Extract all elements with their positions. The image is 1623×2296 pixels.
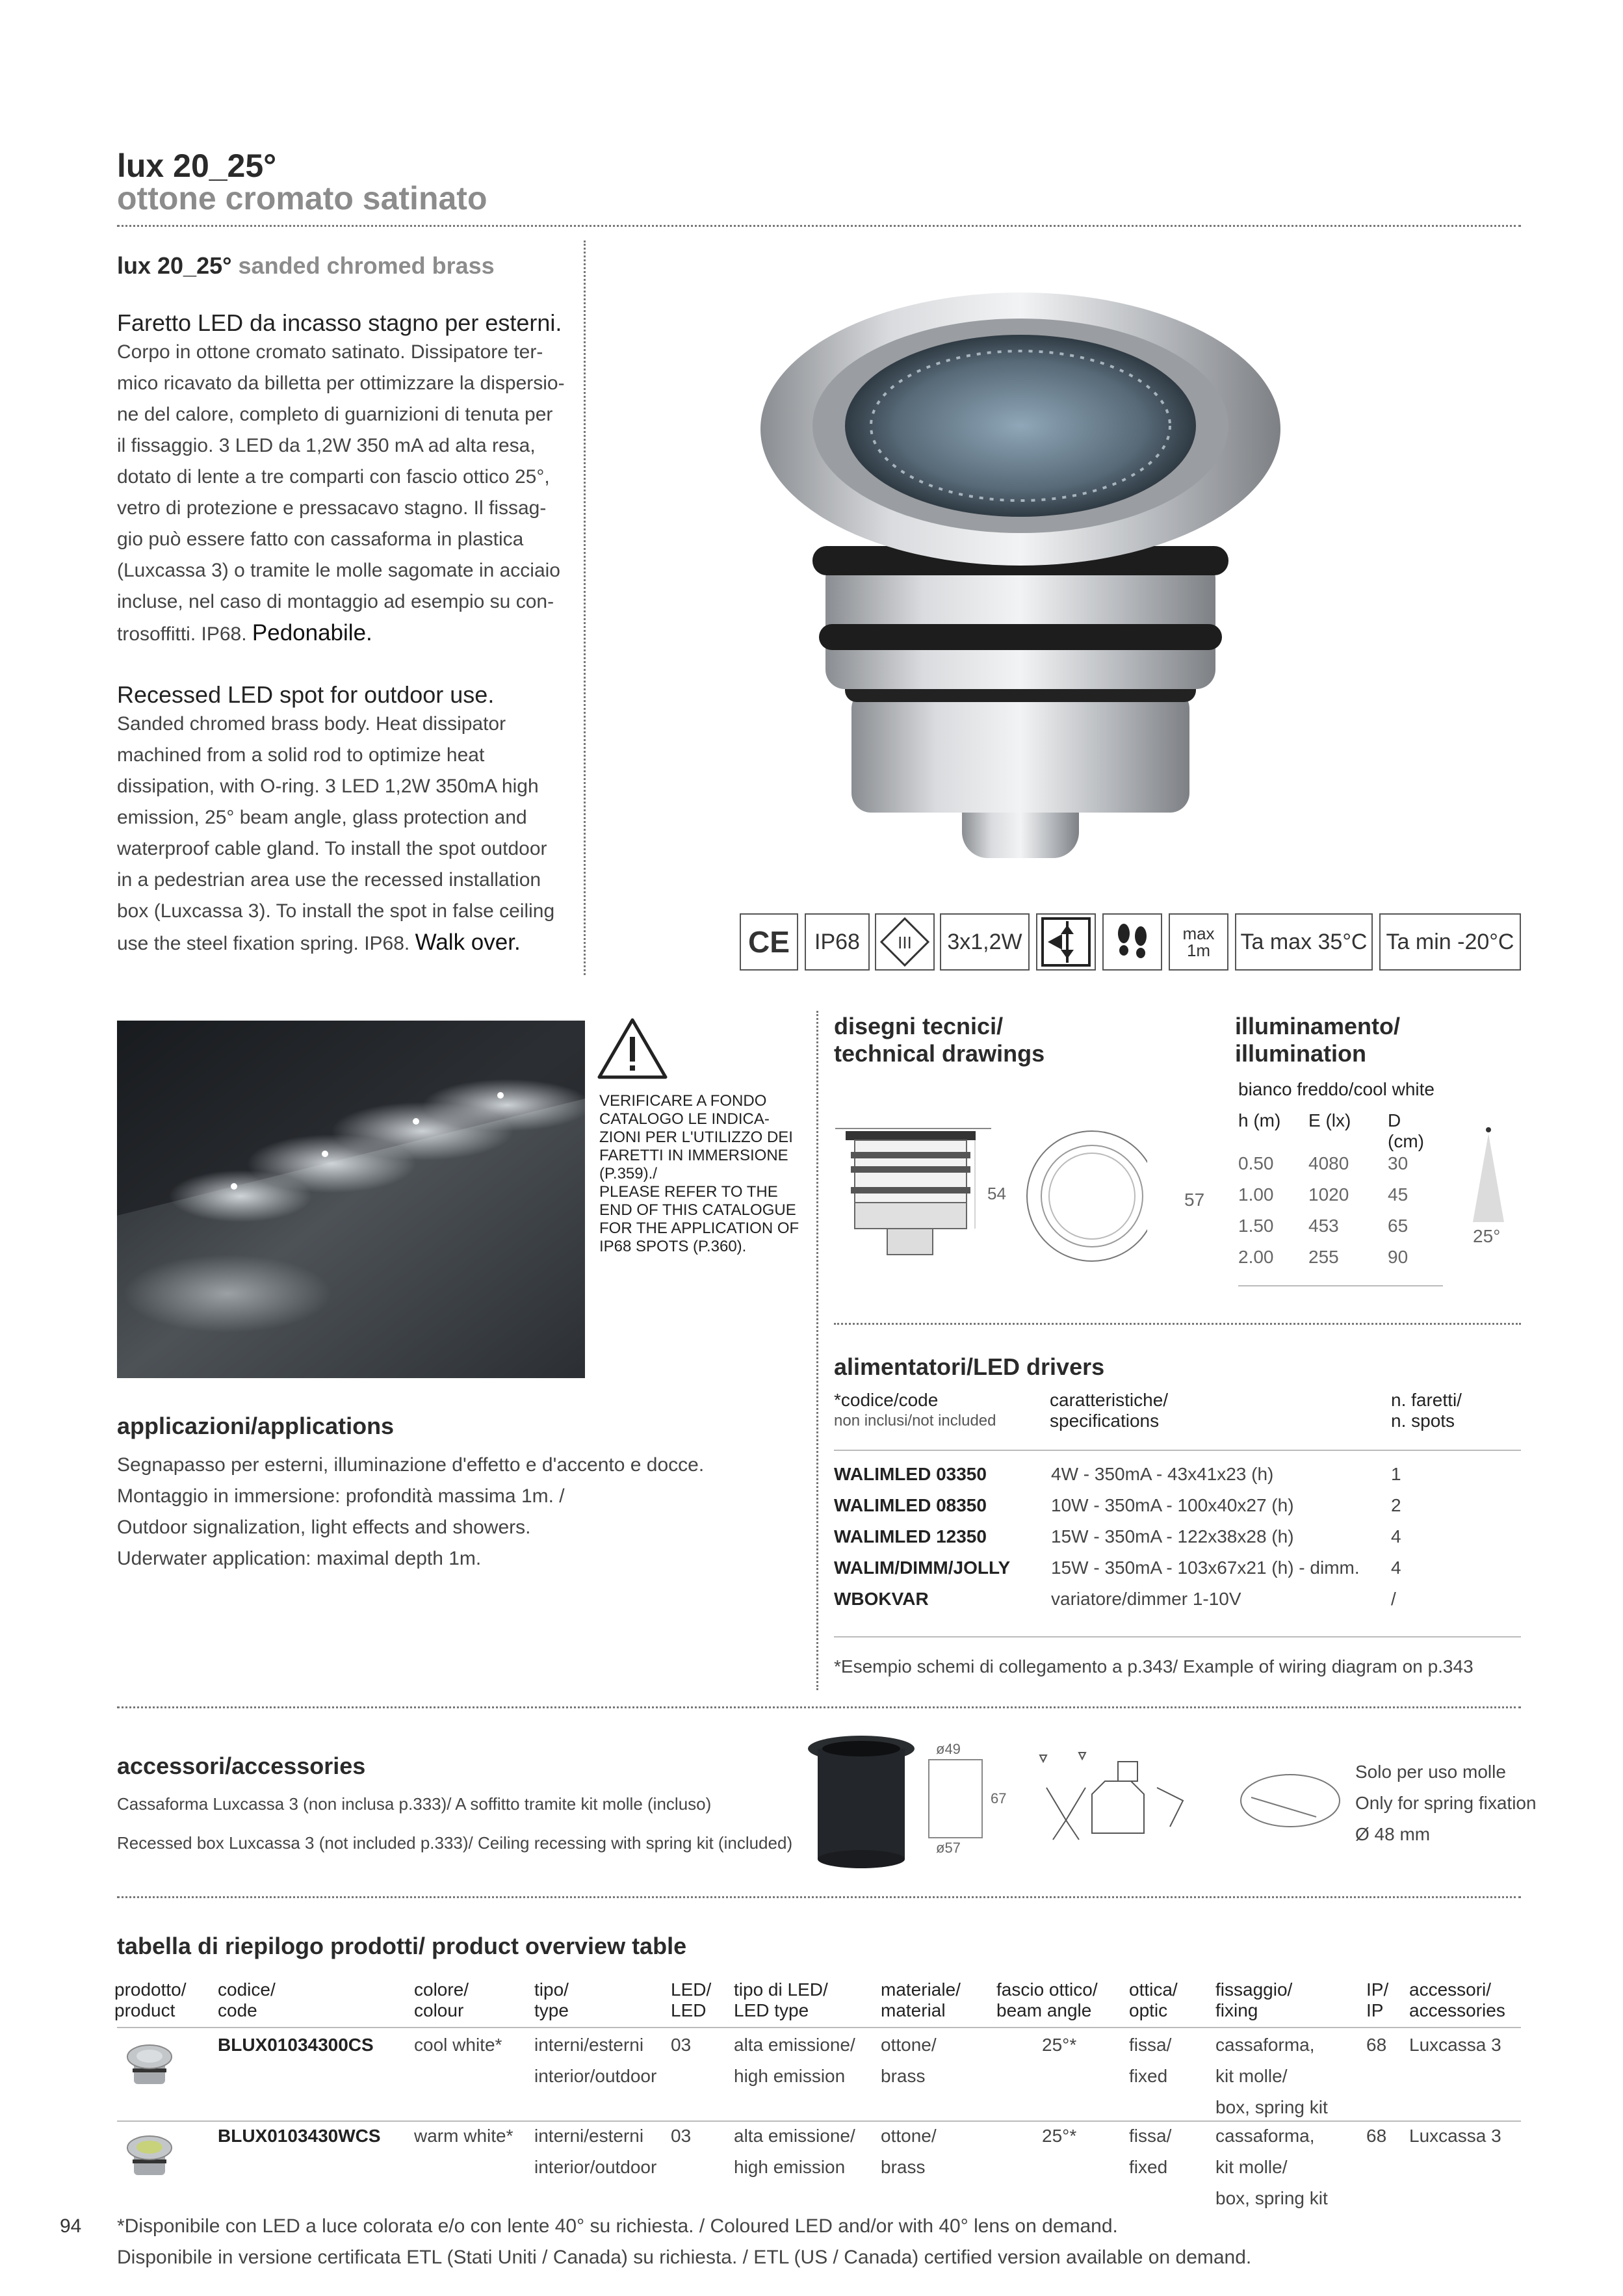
table-row — [0, 2126, 1623, 2217]
warning-line: (P.359)./ — [599, 1165, 657, 1182]
dim-height: 54 — [987, 1184, 1006, 1203]
drivers-table — [834, 1464, 1521, 1620]
dim-diameter: 57 — [1184, 1190, 1205, 1210]
overview-type: interior/outdoor — [534, 2157, 657, 2177]
overview-header-cell: materiale/ material — [881, 1979, 961, 2020]
overview-fix: kit molle/ — [1215, 2066, 1288, 2086]
product-thumbnail-icon — [123, 2130, 175, 2182]
illumination-cell: 65 — [1388, 1216, 1409, 1236]
overview-ip: 68 — [1366, 2126, 1387, 2146]
overview-acc: Luxcassa 3 — [1409, 2035, 1501, 2055]
svg-text:III: III — [898, 933, 912, 952]
ta-max-icon: Ta max 35°C — [1235, 913, 1373, 971]
driver-code: WALIMLED 08350 — [834, 1495, 987, 1515]
illumination-cell: 4080 — [1308, 1153, 1349, 1173]
driver-spec: variatore/dimmer 1-10V — [1051, 1589, 1241, 1609]
dim-box-top: ø49 — [936, 1741, 961, 1757]
driver-row — [834, 1558, 1521, 1589]
description-line: il fissaggio. 3 LED da 1,2W 350 mA ad alta resa, — [117, 435, 536, 456]
driver-spots: 2 — [1391, 1495, 1401, 1515]
drawings-title: disegni tecnici/ technical drawings — [834, 1013, 1045, 1067]
driver-row — [834, 1589, 1521, 1620]
description-it-lead: Faretto LED da incasso stagno per esterni. — [117, 309, 562, 336]
illumination-header: D (cm) — [1388, 1110, 1424, 1151]
overview-beam: 25°* — [1042, 2035, 1077, 2055]
adjustable-direction-icon — [1036, 913, 1096, 971]
luxcassa-drawing — [922, 1741, 1007, 1856]
illumination-row — [1238, 1216, 1440, 1247]
driver-row — [834, 1464, 1521, 1495]
overview-optic: fissa/ — [1129, 2035, 1172, 2055]
illumination-cell: 453 — [1308, 1216, 1339, 1236]
illumination-row — [1238, 1247, 1440, 1278]
overview-optic: fixed — [1129, 2066, 1168, 2086]
driver-spec: 4W - 350mA - 43x41x23 (h) — [1051, 1464, 1274, 1484]
applications-line: Segnapasso per esterni, illuminazione d'effetto e d'accento e docce. — [117, 1454, 705, 1476]
description-line: ne del calore, completo di guarnizioni di tenuta per — [117, 404, 553, 425]
english-title: lux 20_25° sanded chromed brass — [117, 252, 495, 279]
description-line: emission, 25° beam angle, glass protection and — [117, 807, 527, 828]
ip68-icon: IP68 — [805, 913, 870, 971]
overview-header-cell: tipo di LED/ LED type — [734, 1979, 828, 2020]
overview-fix: cassaforma, — [1215, 2035, 1315, 2055]
illumination-cell: 255 — [1308, 1247, 1339, 1267]
overview-fix: box, spring kit — [1215, 2097, 1328, 2117]
illumination-title: illuminamento/ illumination — [1235, 1013, 1401, 1067]
driver-code: WALIMLED 03350 — [834, 1464, 987, 1484]
overview-fix: box, spring kit — [1215, 2188, 1328, 2208]
warning-line: END OF THIS CATALOGUE — [599, 1201, 796, 1219]
drivers-header-spots: n. faretti/ n. spots — [1391, 1390, 1462, 1431]
description-line: machined from a solid rod to optimize heat — [117, 744, 485, 766]
overview-header-cell: ottica/ optic — [1129, 1979, 1178, 2020]
illumination-rule — [1238, 1285, 1443, 1286]
overview-header-cell: fascio ottico/ beam angle — [996, 1979, 1098, 2020]
description-block — [117, 309, 565, 959]
applications-title: applicazioni/applications — [117, 1413, 395, 1439]
driver-spots: / — [1391, 1589, 1396, 1609]
overview-type: interni/esterni — [534, 2126, 644, 2146]
class-iii-icon — [875, 913, 935, 971]
overview-ledtype: high emission — [734, 2066, 846, 2086]
overview-title: tabella di riepilogo prodotti/ product overview table — [117, 1933, 687, 1959]
product-photo — [747, 286, 1306, 871]
divider-accessories — [117, 1706, 1521, 1708]
overview-type: interni/esterni — [534, 2035, 644, 2055]
description-line: Sanded chromed brass body. Heat dissipator — [117, 713, 506, 735]
overview-header-cell: fissaggio/ fixing — [1215, 1979, 1293, 2020]
illumination-cell: 1.00 — [1238, 1184, 1274, 1205]
divider-vertical-middle — [816, 1011, 818, 1690]
overview-ledtype: high emission — [734, 2157, 846, 2177]
illumination-cell: 1020 — [1308, 1184, 1349, 1205]
overview-header — [0, 1979, 1623, 2025]
description-line: dotato di lente a tre comparti con fascio ottico 25°, — [117, 466, 550, 488]
description-en-lead: Recessed LED spot for outdoor use. — [117, 681, 495, 708]
max-depth-icon — [1169, 913, 1228, 971]
beam-angle-label: 25° — [1473, 1226, 1501, 1246]
illumination-header: E (lx) — [1308, 1110, 1351, 1130]
description-line: waterproof cable gland. To install the spot outdoor — [117, 838, 547, 859]
overview-code: BLUX01034300CS — [218, 2035, 374, 2055]
description-line: Corpo in ottone cromato satinato. Dissipatore ter- — [117, 341, 543, 363]
warning-text — [599, 1092, 814, 1256]
description-line: (Luxcassa 3) o tramite le molle sagomate in acciaio — [117, 560, 560, 581]
cut-out-drawing — [1238, 1771, 1342, 1830]
description-line: gio può essere fatto con cassaforma in plastica — [117, 528, 524, 550]
led-power-icon: 3x1,2W — [940, 913, 1030, 971]
ce-mark-icon: CE — [740, 913, 798, 971]
divider-top — [117, 225, 1521, 227]
illumination-row — [1238, 1153, 1440, 1184]
warning-line: FOR THE APPLICATION OF — [599, 1220, 799, 1237]
product-thumbnail-icon — [123, 2039, 175, 2091]
drivers-note: *Esempio schemi di collegamento a p.343/ Example of wiring diagram on p.343 — [834, 1656, 1474, 1676]
description-en-last: use the steel fixation spring. IP68. Walk over. — [117, 930, 521, 955]
overview-mat: ottone/ — [881, 2035, 937, 2055]
driver-code: WBOKVAR — [834, 1589, 929, 1609]
warning-line: FARETTI IN IMMERSIONE — [599, 1147, 788, 1164]
warning-line: IP68 SPOTS (P.360). — [599, 1238, 747, 1255]
overview-ledtype: alta emissione/ — [734, 2126, 855, 2146]
ta-min-icon: Ta min -20°C — [1379, 913, 1521, 971]
overview-optic: fissa/ — [1129, 2126, 1172, 2146]
description-line: vetro di protezione e pressacavo stagno. Il fissag- — [117, 497, 547, 519]
overview-acc: Luxcassa 3 — [1409, 2126, 1501, 2146]
illumination-cell: 30 — [1388, 1153, 1409, 1173]
driver-spec: 15W - 350mA - 103x67x21 (h) - dimm. — [1051, 1558, 1360, 1578]
drivers-bottom-rule — [834, 1636, 1521, 1637]
overview-header-cell: tipo/ type — [534, 1979, 569, 2020]
divider-vertical-top — [584, 241, 586, 975]
applications-text — [117, 1450, 806, 1574]
spring-kit-drawing — [1020, 1749, 1202, 1859]
illumination-header: h (m) — [1238, 1110, 1281, 1130]
overview-ip: 68 — [1366, 2035, 1387, 2055]
max-depth-value: 1m — [1186, 941, 1211, 960]
illumination-table — [1238, 1110, 1440, 1278]
drivers-header-code: *codice/code non inclusi/not included — [834, 1390, 996, 1429]
overview-rows — [0, 2028, 1623, 2223]
drivers-title: alimentatori/LED drivers — [834, 1353, 1105, 1380]
driver-spots: 1 — [1391, 1464, 1401, 1484]
accessories-line-1: Cassaforma Luxcassa 3 (non inclusa p.333)/ A soffitto tramite kit molle (incluso) — [117, 1794, 712, 1814]
max-depth-label: max — [1182, 924, 1215, 943]
beam-cone-icon — [1469, 1125, 1508, 1242]
diamond-icon — [879, 916, 931, 968]
warning-line: ZIONI PER L'UTILIZZO DEI — [599, 1128, 793, 1146]
description-line: dissipation, with O-ring. 3 LED 1,2W 350mA high — [117, 776, 539, 797]
driver-code: WALIM/DIMM/JOLLY — [834, 1558, 1011, 1578]
overview-mat: ottone/ — [881, 2126, 937, 2146]
illumination-cell: 0.50 — [1238, 1153, 1274, 1173]
overview-type: interior/outdoor — [534, 2066, 657, 2086]
illumination-cell: 90 — [1388, 1247, 1409, 1267]
description-line: incluse, nel caso di montaggio ad esempio su con- — [117, 591, 554, 612]
footer-note-1: *Disponibile con LED a luce colorata e/o con lente 40° su richiesta. / Coloured LED and/or with 40° lens on demand. — [117, 2215, 1118, 2237]
illumination-subtitle: bianco freddo/cool white — [1238, 1079, 1435, 1099]
overview-header-cell: accessori/ accessories — [1409, 1979, 1505, 2020]
overview-header-cell: prodotto/ product — [114, 1979, 187, 2020]
table-row — [0, 2035, 1623, 2126]
illumination-cell: 1.50 — [1238, 1216, 1274, 1236]
driver-spots: 4 — [1391, 1558, 1401, 1578]
overview-led: 03 — [671, 2035, 692, 2055]
overview-header-cell: codice/ code — [218, 1979, 276, 2020]
overview-code: BLUX0103430WCS — [218, 2126, 381, 2146]
drivers-header-spec: caratteristiche/ specifications — [1050, 1390, 1169, 1431]
warning-line: VERIFICARE A FONDO — [599, 1092, 767, 1110]
overview-optic: fixed — [1129, 2157, 1168, 2177]
overview-header-cell: LED/ LED — [671, 1979, 712, 2020]
overview-beam: 25°* — [1042, 2126, 1077, 2146]
driver-spec: 15W - 350mA - 122x38x28 (h) — [1051, 1526, 1294, 1546]
footer-note-2: Disponibile in versione certificata ETL (Stati Uniti / Canada) su richiesta. / ETL (US / Canada) certified version available on demand. — [117, 2247, 1252, 2268]
description-line: mico ricavato da billetta per ottimizzare la dispersio- — [117, 372, 565, 394]
driver-row — [834, 1495, 1521, 1526]
page-subtitle: ottone cromato satinato — [117, 180, 487, 216]
warning-line: PLEASE REFER TO THE — [599, 1183, 778, 1201]
illumination-row — [1238, 1184, 1440, 1216]
dim-box-bottom: ø57 — [936, 1840, 961, 1856]
warning-line: CATALOGO LE INDICA- — [599, 1110, 770, 1128]
technical-drawing — [835, 1125, 1147, 1287]
illumination-cell: 45 — [1388, 1184, 1409, 1205]
illumination-header-row — [1238, 1110, 1440, 1151]
overview-mat: brass — [881, 2066, 926, 2086]
overview-led: 03 — [671, 2126, 692, 2146]
overview-colour: cool white* — [414, 2035, 502, 2055]
description-line: in a pedestrian area use the recessed installation — [117, 869, 541, 891]
description-it-body — [117, 337, 565, 618]
driver-spots: 4 — [1391, 1526, 1401, 1546]
overview-colour: warm white* — [414, 2126, 513, 2146]
applications-line: Uderwater application: maximal depth 1m. — [117, 1548, 482, 1569]
page-title: lux 20_25° — [117, 148, 277, 184]
divider-drivers — [834, 1323, 1521, 1325]
driver-spec: 10W - 350mA - 100x40x27 (h) — [1051, 1495, 1294, 1515]
accessories-title: accessori/accessories — [117, 1753, 366, 1779]
description-it-last: trosoffitti. IP68. Pedonabile. — [117, 620, 372, 646]
applications-line: Montaggio in immersione: profondità massima 1m. / — [117, 1485, 565, 1507]
illumination-cell: 2.00 — [1238, 1247, 1274, 1267]
description-line: box (Luxcassa 3). To install the spot in false ceiling — [117, 900, 555, 922]
description-en-body — [117, 709, 565, 927]
overview-ledtype: alta emissione/ — [734, 2035, 855, 2055]
overview-fix: kit molle/ — [1215, 2157, 1288, 2177]
accessories-line-2: Recessed box Luxcassa 3 (not included p.333)/ Ceiling recessing with spring kit (included) — [117, 1833, 793, 1853]
overview-header-cell: IP/ IP — [1366, 1979, 1389, 2020]
warning-icon — [597, 1017, 668, 1080]
luxcassa-box-photo — [806, 1734, 916, 1871]
divider-overview — [117, 1896, 1521, 1898]
overview-header-cell: colore/ colour — [414, 1979, 469, 2020]
walk-over-icon — [1102, 913, 1162, 971]
applications-line: Outdoor signalization, light effects and showers. — [117, 1517, 531, 1538]
overview-mat: brass — [881, 2157, 926, 2177]
dim-box-height: 67 — [991, 1790, 1007, 1807]
application-photo — [117, 1021, 585, 1378]
driver-row — [834, 1526, 1521, 1558]
accessories-note: Solo per uso molle Only for spring fixation Ø 48 mm — [1355, 1762, 1537, 1844]
driver-code: WALIMLED 12350 — [834, 1526, 987, 1546]
page-number: 94 — [60, 2215, 82, 2237]
drivers-header-rule — [834, 1450, 1521, 1451]
overview-fix: cassaforma, — [1215, 2126, 1315, 2146]
